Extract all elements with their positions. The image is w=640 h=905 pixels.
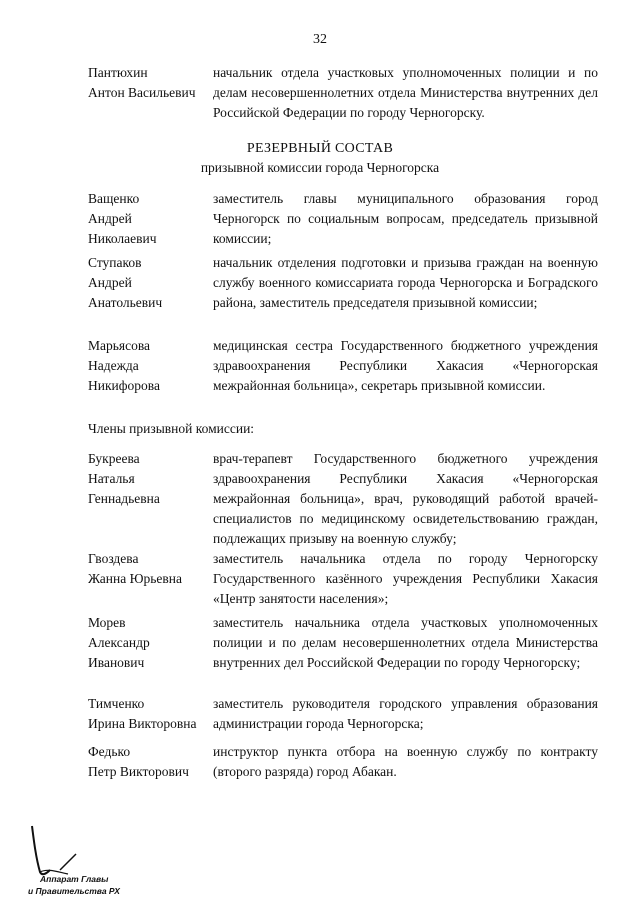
person-position: заместитель руководителя городского управления образования администрации города Черногорска; <box>213 696 598 731</box>
stamp-line: и Правительства РХ <box>28 886 120 896</box>
person-name: Пантюхин Антон Васильевич <box>88 65 196 100</box>
person-position: инструктор пункта отбора на военную службу по контракту (второго разряда) город Абакан. <box>213 744 598 779</box>
members-label: Члены призывной комиссии: <box>88 421 255 436</box>
person-name: Ващенко Андрей Николаевич <box>88 191 157 246</box>
person-name: Букреева Наталья Геннадьевна <box>88 451 160 506</box>
person-name: Гвоздева Жанна Юрьевна <box>88 551 182 586</box>
person-position: заместитель начальника отдела по городу Черногорску Государственного казённого учреждения Республики Хакасия «Центр занятости населения»; <box>213 551 598 606</box>
person-position: заместитель главы муниципального образования город Черногорск по социальным вопросам, председатель призывной комиссии; <box>213 191 598 246</box>
person-position: врач-терапевт Государственного бюджетного учреждения здравоохранения Республики Хакасия «Черногорская межрайонная больница», врач, руководящий работой врачей-специалистов по медицинскому освидетельствованию граждан, подлежащих призыву на военную службу; <box>213 451 598 546</box>
person-position: заместитель начальника отдела участковых уполномоченных полиции и по делам несовершеннолетних отдела Министерства внутренних дел Российской Федерации по городу Черногорску; <box>213 615 598 670</box>
page-number: 32 <box>313 32 327 47</box>
stamp-line: Аппарат Главы <box>40 874 109 884</box>
section-subtitle: призывной комиссии города Черногорска <box>200 160 440 175</box>
person-name: Федько Петр Викторович <box>88 744 189 779</box>
person-name: Ступаков Андрей Анатольевич <box>88 255 163 310</box>
person-position: медицинская сестра Государственного бюджетного учреждения здравоохранения Республики Хакасия «Черногорская межрайонная больница», секретарь призывной комиссии. <box>213 338 598 393</box>
person-name: Морев Александр Иванович <box>88 615 150 670</box>
person-position: начальник отдела участковых уполномоченных полиции и по делам несовершеннолетних отдела Министерства внутренних дел Российской Федерации по городу Черногорску. <box>213 65 598 120</box>
person-name: Тимченко Ирина Викторовна <box>88 696 197 731</box>
section-title: РЕЗЕРВНЫЙ СОСТАВ <box>246 141 394 156</box>
office-stamp <box>18 822 118 900</box>
signature-mark-icon <box>18 822 118 882</box>
person-position: начальник отделения подготовки и призыва граждан на военную службу военного комиссариата города Черногорска и Боградского района, заместитель председателя призывной комиссии; <box>213 255 598 310</box>
person-name: Марьясова Надежда Никифорова <box>88 338 160 393</box>
